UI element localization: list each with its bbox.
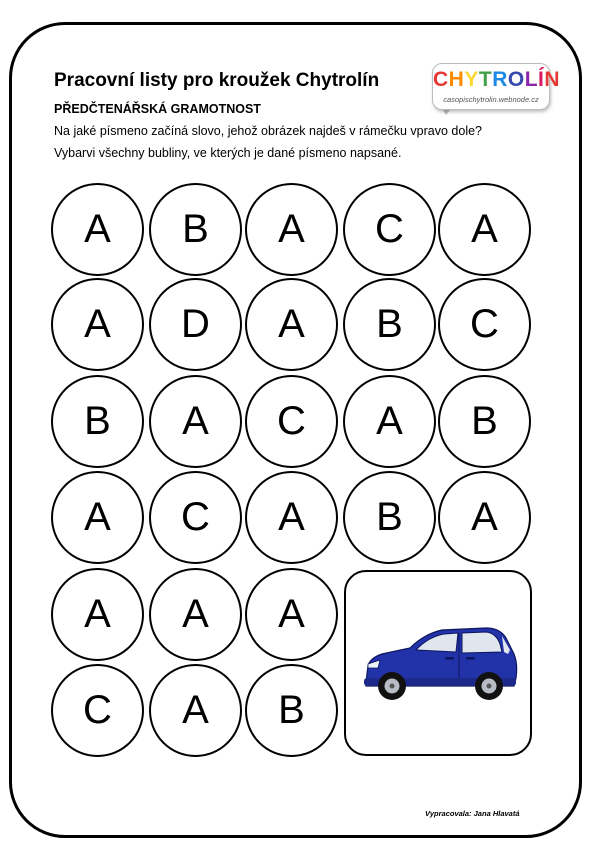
letter-bubble[interactable]: A — [245, 278, 338, 371]
page-subtitle: PŘEDČTENÁŘSKÁ GRAMOTNOST — [54, 102, 261, 116]
letter-bubble[interactable]: B — [149, 183, 242, 276]
logo-url: casopischytrolin.webnode.cz — [443, 95, 539, 104]
letter-bubble[interactable]: A — [149, 664, 242, 757]
letter-bubble[interactable]: C — [51, 664, 144, 757]
letter-bubble[interactable]: A — [438, 183, 531, 276]
letter-bubble[interactable]: A — [51, 568, 144, 661]
logo-letter: T — [478, 68, 493, 91]
letter-bubble[interactable]: C — [438, 278, 531, 371]
letter-bubble[interactable]: A — [245, 568, 338, 661]
logo-letter: Y — [464, 68, 479, 91]
car-icon — [358, 624, 520, 706]
logo-letter: Í — [538, 68, 545, 91]
letter-bubble[interactable]: A — [51, 183, 144, 276]
letter-bubble[interactable]: B — [343, 278, 436, 371]
author-credit: Vypracovala: Jana Hlavatá — [425, 809, 520, 818]
letter-bubble[interactable]: A — [51, 471, 144, 564]
letter-bubble[interactable]: A — [343, 375, 436, 468]
instruction-line-2: Vybarvi všechny bubliny, ve kterých je dané písmeno napsané. — [54, 146, 402, 160]
letter-bubble[interactable]: C — [343, 183, 436, 276]
letter-bubble[interactable]: A — [51, 278, 144, 371]
letter-bubble[interactable]: A — [149, 568, 242, 661]
letter-bubble[interactable]: A — [245, 471, 338, 564]
logo-letter: N — [544, 68, 561, 91]
picture-frame — [344, 570, 532, 756]
logo-letter: R — [492, 68, 508, 91]
letter-bubble[interactable]: C — [245, 375, 338, 468]
letter-bubble[interactable]: C — [149, 471, 242, 564]
chytrolin-logo — [432, 63, 561, 110]
logo-letter: H — [448, 68, 465, 91]
letter-bubble[interactable]: B — [438, 375, 531, 468]
letter-bubble[interactable]: B — [51, 375, 144, 468]
instruction-line-1: Na jaké písmeno začíná slovo, jehož obrázek najdeš v rámečku vpravo dole? — [54, 124, 483, 138]
logo-letter: L — [524, 68, 539, 91]
logo-wordmark — [433, 68, 561, 92]
letter-bubble[interactable]: A — [149, 375, 242, 468]
page-title: Pracovní listy pro kroužek Chytrolín — [54, 70, 380, 91]
logo-letter: O — [507, 68, 525, 91]
letter-bubble[interactable]: A — [438, 471, 531, 564]
letter-bubble[interactable]: D — [149, 278, 242, 371]
letter-bubble[interactable]: B — [343, 471, 436, 564]
logo-letter: C — [433, 68, 449, 91]
letter-bubble[interactable]: B — [245, 664, 338, 757]
letter-bubble[interactable]: A — [245, 183, 338, 276]
